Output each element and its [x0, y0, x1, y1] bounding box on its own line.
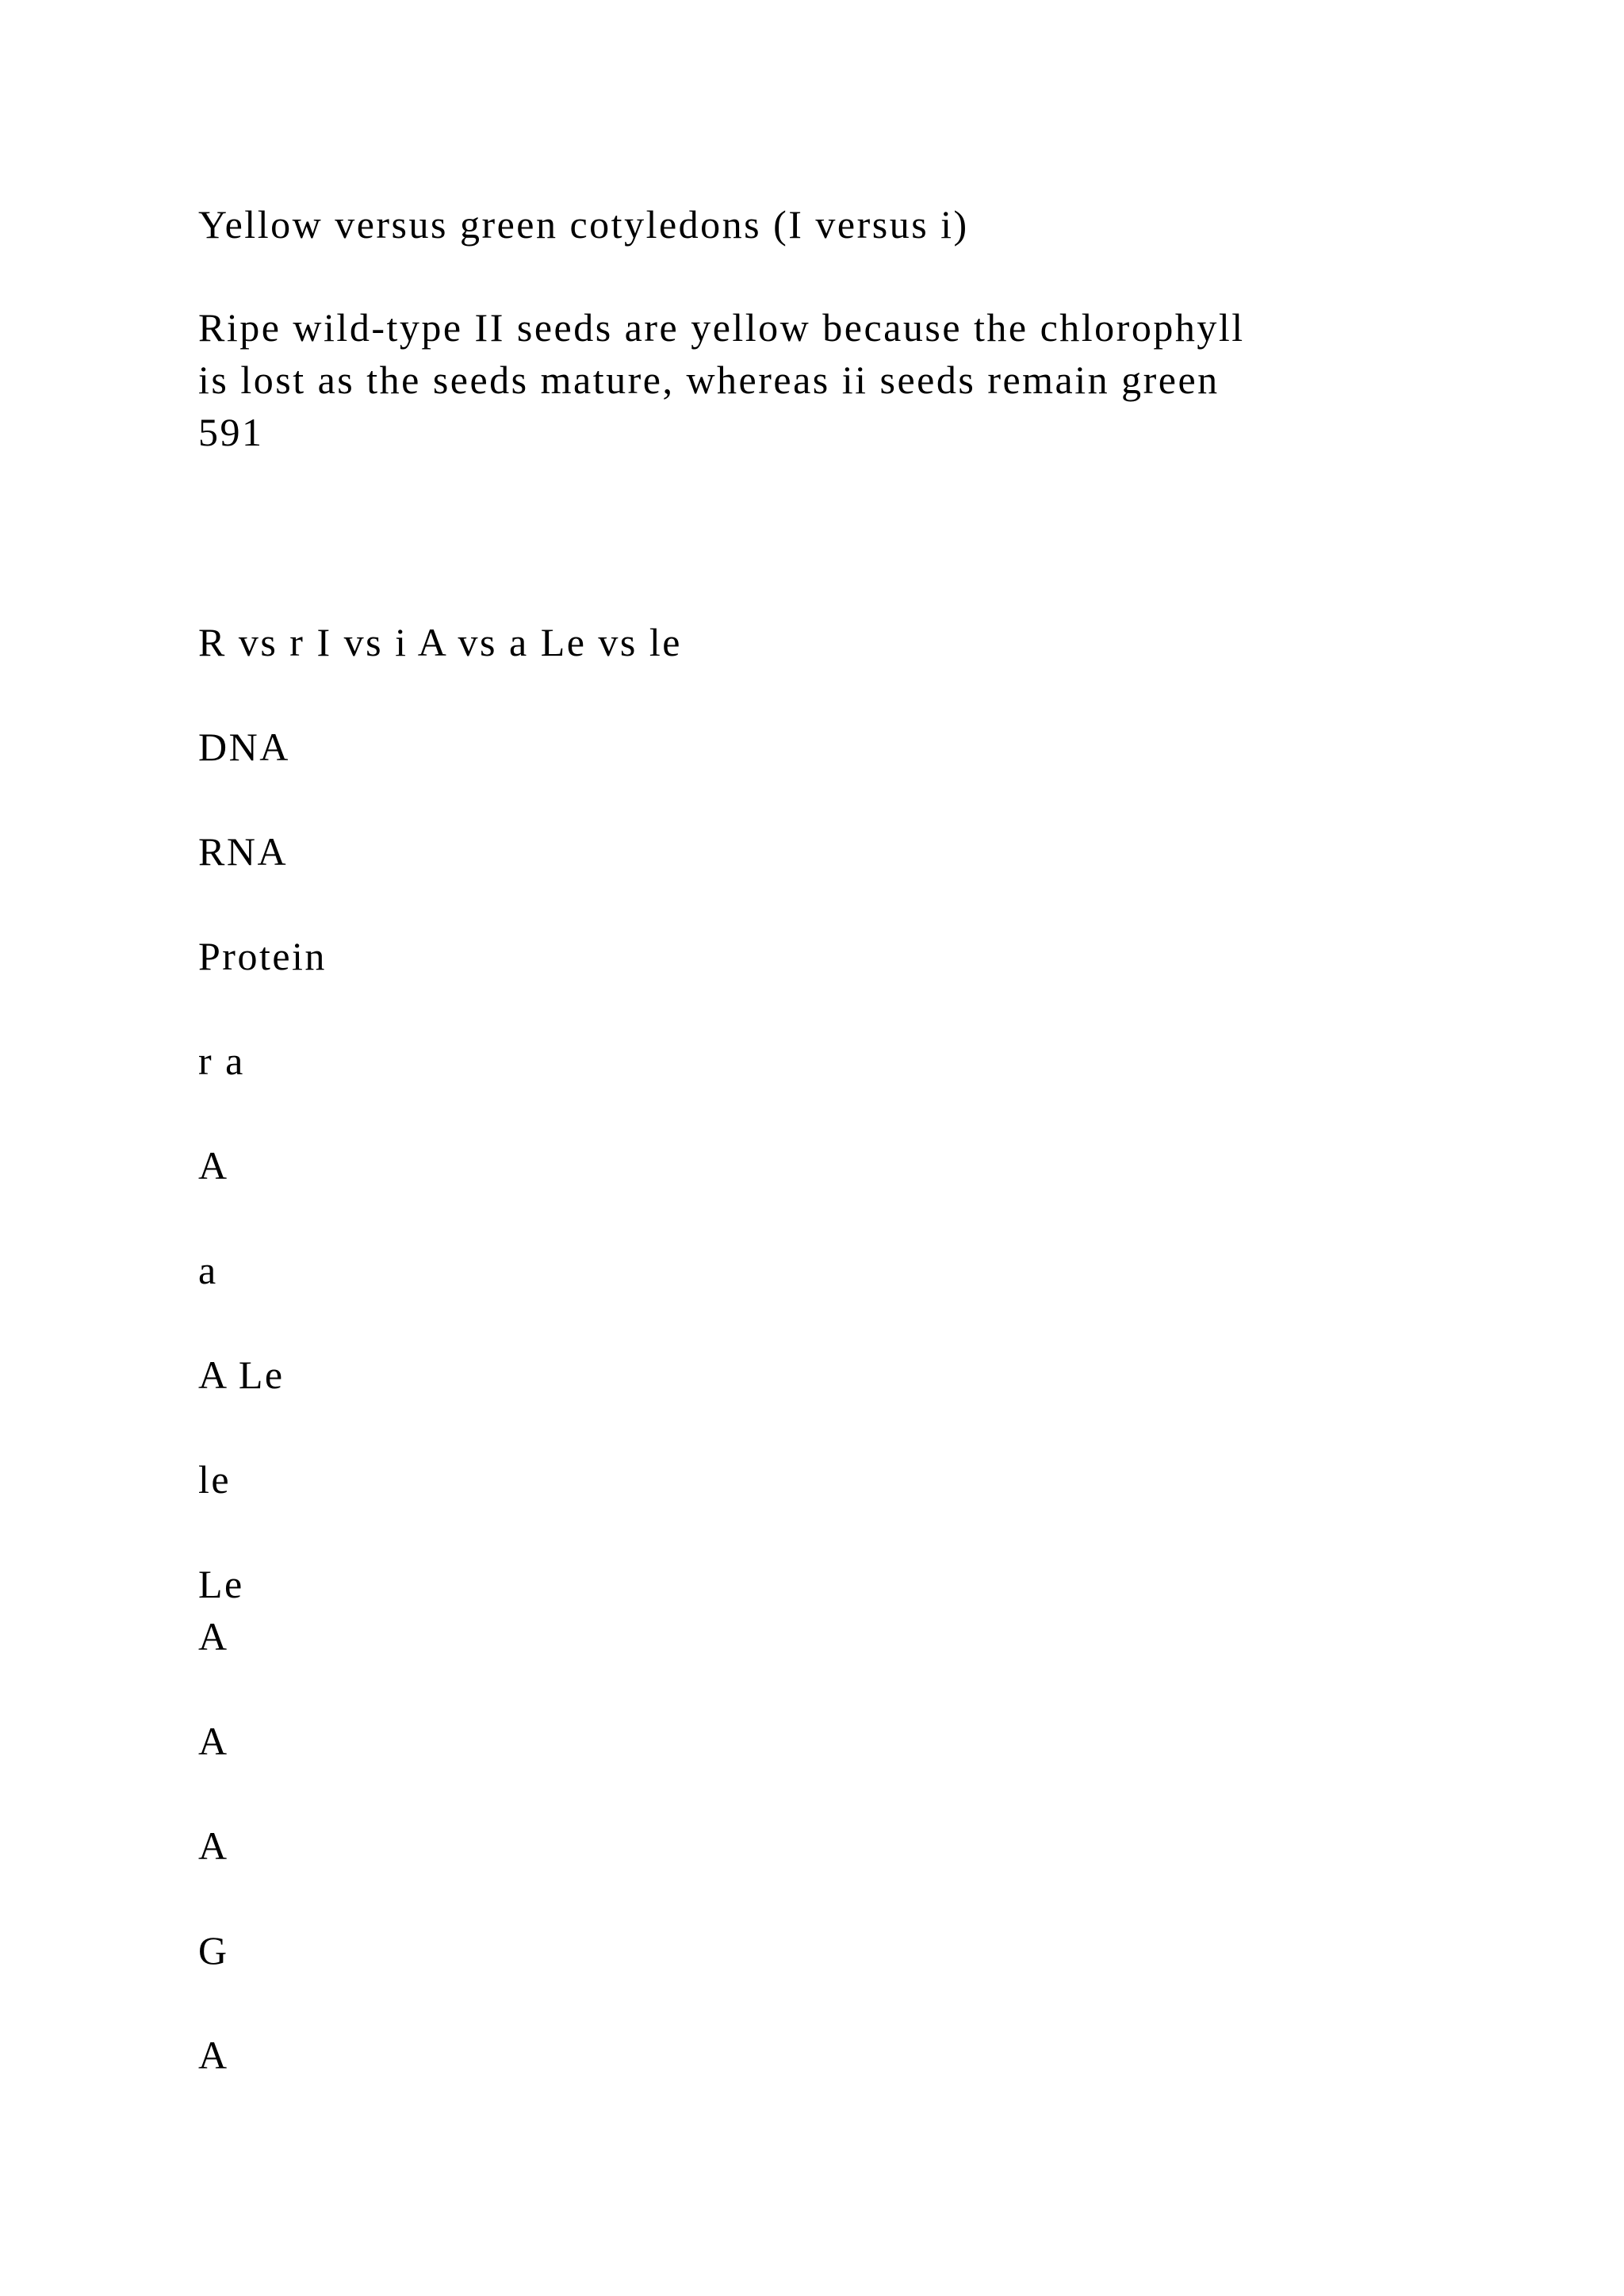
gene-pairs: R vs r I vs i A vs a Le vs le [198, 620, 682, 664]
sequence-base: A [198, 2033, 229, 2077]
fragment: a [198, 1248, 218, 1292]
page-number: 591 [198, 410, 264, 454]
fragment: A Le [198, 1353, 285, 1397]
sequence-base: A [198, 1719, 229, 1763]
fragment: le [198, 1457, 232, 1502]
fragment: A [198, 1143, 229, 1188]
label-rna: RNA [198, 829, 289, 874]
fragment: r a [198, 1039, 245, 1083]
paragraph-line-2: is lost as the seeds mature, whereas ii seeds remain green [198, 358, 1220, 402]
heading: Yellow versus green cotyledons (I versus i) [198, 202, 969, 247]
label-dna: DNA [198, 725, 290, 769]
sequence-base: G [198, 1928, 229, 1973]
label-protein: Protein [198, 934, 327, 978]
sequence-base: A [198, 1614, 229, 1659]
fragment: Le [198, 1562, 244, 1606]
sequence-base: A [198, 1823, 229, 1868]
paragraph-line-1: Ripe wild-type II seeds are yellow because the chlorophyll [198, 305, 1245, 350]
